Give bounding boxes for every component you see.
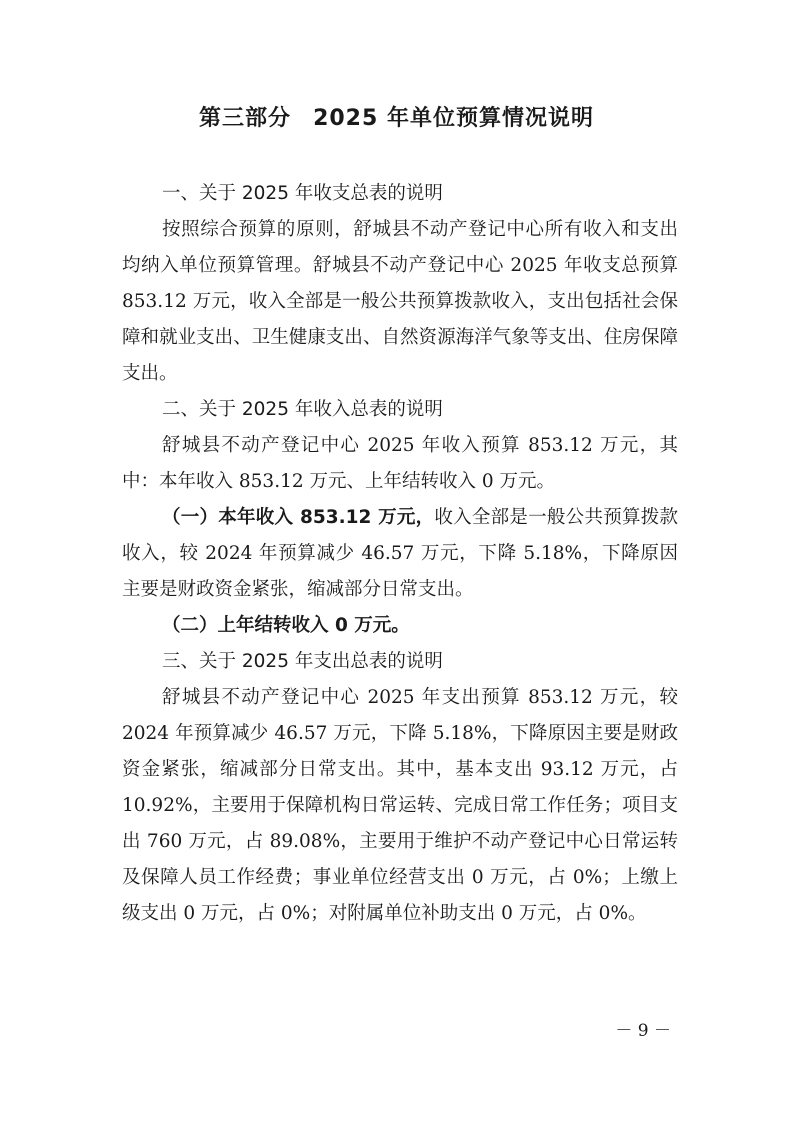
section-2-sub-1-text: 收入全部是一般公共预算拨款收入，较 2024 年预算减少 46.57 万元，下降 5.18%，下降原因主要是财政资金紧张，缩减部分日常支出。 — [122, 507, 678, 600]
page-number: － 9 － — [615, 1021, 671, 1041]
section-2-sub-1 — [122, 500, 678, 608]
section-1-paragraph: 按照综合预算的原则，舒城县不动产登记中心所有收入和支出均纳入单位预算管理。舒城县不动产登记中心 2025 年收支总预算 853.12 万元，收入全部是一般公共预算拨款收入，支出包括社会保障和就业支出、卫生健康支出、自然资源海洋气象等支出、住房保障支出。 — [122, 219, 678, 384]
title-text: 2025 年单位预算情况说明 — [313, 106, 594, 131]
section-3-heading: 三、关于 2025 年支出总表的说明 — [162, 651, 443, 672]
section-2-sub-2 — [122, 608, 678, 644]
section-1-heading: 一、关于 2025 年收支总表的说明 — [162, 183, 443, 204]
section-2-paragraph: 舒城县不动产登记中心 2025 年收入预算 853.12 万元，其中：本年收入 853.12 万元、上年结转收入 0 万元。 — [122, 435, 678, 492]
section-3-paragraph: 舒城县不动产登记中心 2025 年支出预算 853.12 万元，较 2024 年预算减少 46.57 万元，下降 5.18%，下降原因主要是财政资金紧张，缩减部分日常支出。其中，基本支出 93.12 万元，占 10.92%，主要用于保障机构日常运转、完成日常工作任务；项目支出 760 万元，占 89.08%，主要用于维护不动产登记中心日常运转及保障人员工作经费；事业单位经营支出 0 万元，占 0%；上缴上级支出 0 万元，占 0%；对附属单位补助支出 0 万元，占 0%。 — [122, 687, 678, 924]
document-body — [122, 176, 678, 932]
title-part: 第三部分 — [199, 106, 292, 131]
section-2-heading: 二、关于 2025 年收入总表的说明 — [162, 399, 443, 420]
section-2-sub-1-label: （一）本年收入 853.12 万元， — [162, 507, 435, 528]
section-2-sub-2-label: （二）上年结转收入 0 万元。 — [162, 615, 410, 636]
page-title — [0, 104, 793, 134]
